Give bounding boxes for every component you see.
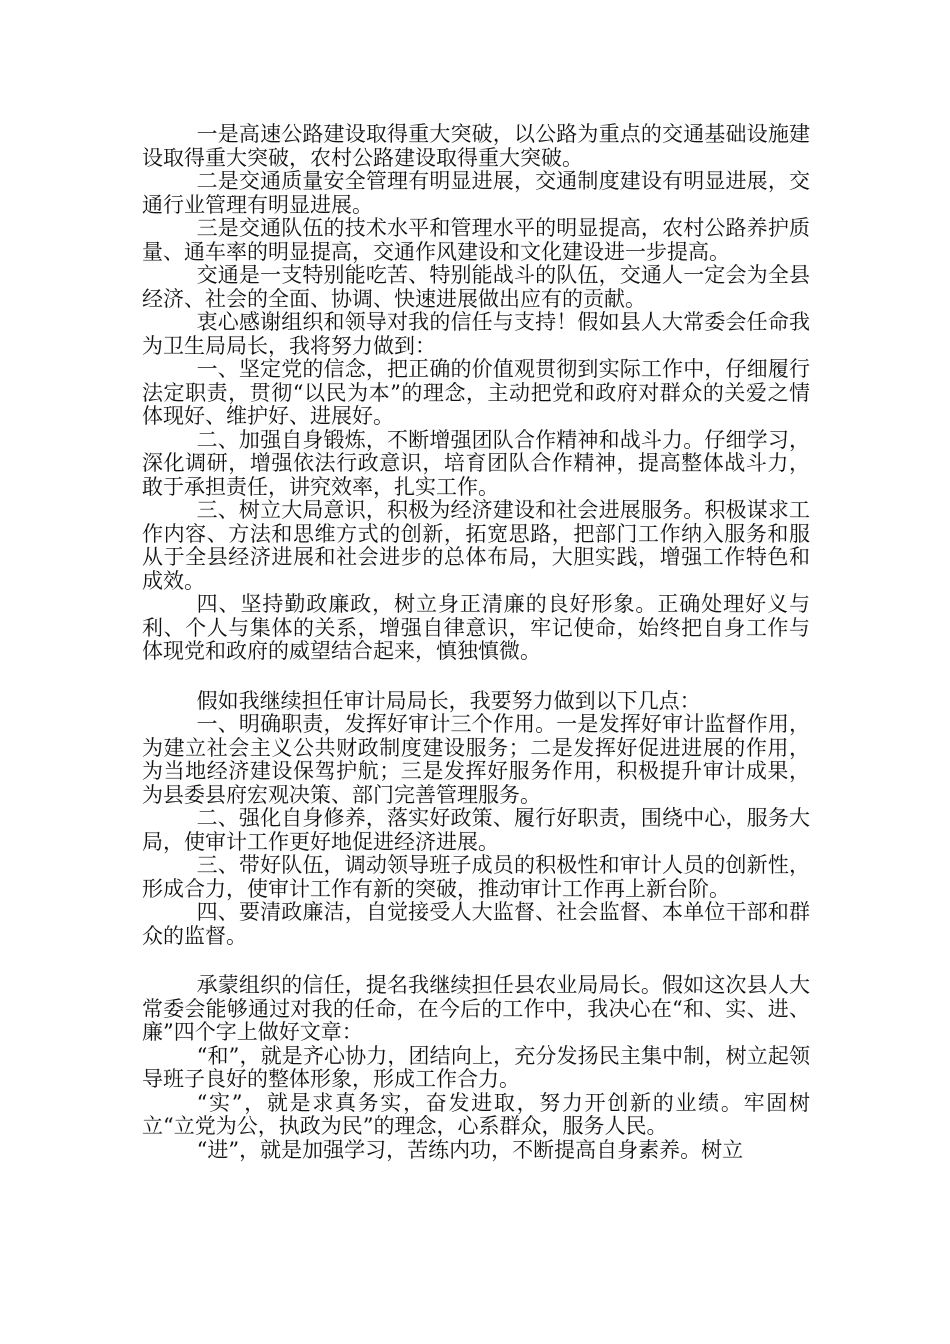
paragraph: 二是交通质量安全管理有明显进展，交通制度建设有明显进展，交通行业管理有明显进展。 bbox=[142, 169, 810, 217]
paragraph: “实”，就是求真务实，奋发进取，努力开创新的业绩。牢固树立“立党为公，执政为民”的理念，心系群众，服务人民。 bbox=[142, 1090, 810, 1138]
paragraph: 一、明确职责，发挥好审计三个作用。一是发挥好审计监督作用，为建立社会主义公共财政制度建设服务；二是发挥好促进进展的作用，为当地经济建设保驾护航；三是发挥好服务作用，积极提升审计成果，为县委县府宏观决策、部门完善管理服务。 bbox=[142, 712, 810, 807]
paragraph: 一是高速公路建设取得重大突破，以公路为重点的交通基础设施建设取得重大突破，农村公路建设取得重大突破。 bbox=[142, 122, 810, 170]
paragraph: 四、要清政廉洁，自觉接受人大监督、社会监督、本单位干部和群众的监督。 bbox=[142, 900, 810, 948]
paragraph: “进”，就是加强学习，苦练内功，不断提高自身素养。树立 bbox=[196, 1137, 744, 1162]
section-audit bbox=[142, 690, 810, 949]
paragraph: 一、坚定党的信念，把正确的价值观贯彻到实际工作中，仔细履行法定职责，贯彻“以民为本”的理念，主动把党和政府对群众的关爱之情体现好、维护好、进展好。 bbox=[142, 357, 810, 428]
section-agriculture bbox=[142, 974, 810, 1162]
paragraph: 三是交通队伍的技术水平和管理水平的明显提高，农村公路养护质量、通车率的明显提高，交通作风建设和文化建设进一步提高。 bbox=[142, 216, 810, 264]
section-gap bbox=[142, 664, 810, 690]
paragraph: 四、坚持勤政廉政，树立身正清廉的良好形象。正确处理好义与利、个人与集体的关系，增强自律意识，牢记使命，始终把自身工作与体现党和政府的威望结合起来，慎独慎微。 bbox=[142, 592, 810, 663]
section-gap bbox=[142, 948, 810, 974]
paragraph: 二、加强自身锻炼，不断增强团队合作精神和战斗力。仔细学习，深化调研，增强依法行政意识，培育团队合作精神，提高整体战斗力，敢于承担责任，讲究效率，扎实工作。 bbox=[142, 427, 810, 499]
paragraph: 假如我继续担任审计局局长，我要努力做到以下几点： bbox=[196, 688, 701, 713]
paragraph: 三、树立大局意识，积极为经济建设和社会进展服务。积极谋求工作内容、方法和思维方式的创新，拓宽思路，把部门工作纳入服务和服从于全县经济进展和社会进步的总体布局，大胆实践，增强工作特色和成效。 bbox=[142, 498, 810, 593]
paragraph: “和”，就是齐心协力，团结向上，充分发扬民主集中制，树立起领导班子良好的整体形象，形成工作合力。 bbox=[142, 1043, 810, 1091]
section-transport bbox=[142, 123, 810, 664]
paragraph: 衷心感谢组织和领导对我的信任与支持！假如县人大常委会任命我为卫生局局长，我将努力做到： bbox=[142, 310, 810, 358]
paragraph: 承蒙组织的信任，提名我继续担任县农业局局长。假如这次县人大常委会能够通过对我的任命，在今后的工作中，我决心在“和、实、进、廉”四个字上做好文章： bbox=[142, 973, 810, 1044]
paragraph: 二、强化自身修养，落实好政策、履行好职责，围绕中心，服务大局，使审计工作更好地促进经济进展。 bbox=[142, 806, 810, 854]
paragraph: 三、带好队伍，调动领导班子成员的积极性和审计人员的创新性，形成合力，使审计工作有新的突破，推动审计工作再上新台阶。 bbox=[142, 853, 810, 901]
document-body bbox=[142, 123, 810, 1162]
paragraph: 交通是一支特别能吃苦、特别能战斗的队伍，交通人一定会为全县经济、社会的全面、协调、快速进展做出应有的贡献。 bbox=[142, 263, 810, 311]
